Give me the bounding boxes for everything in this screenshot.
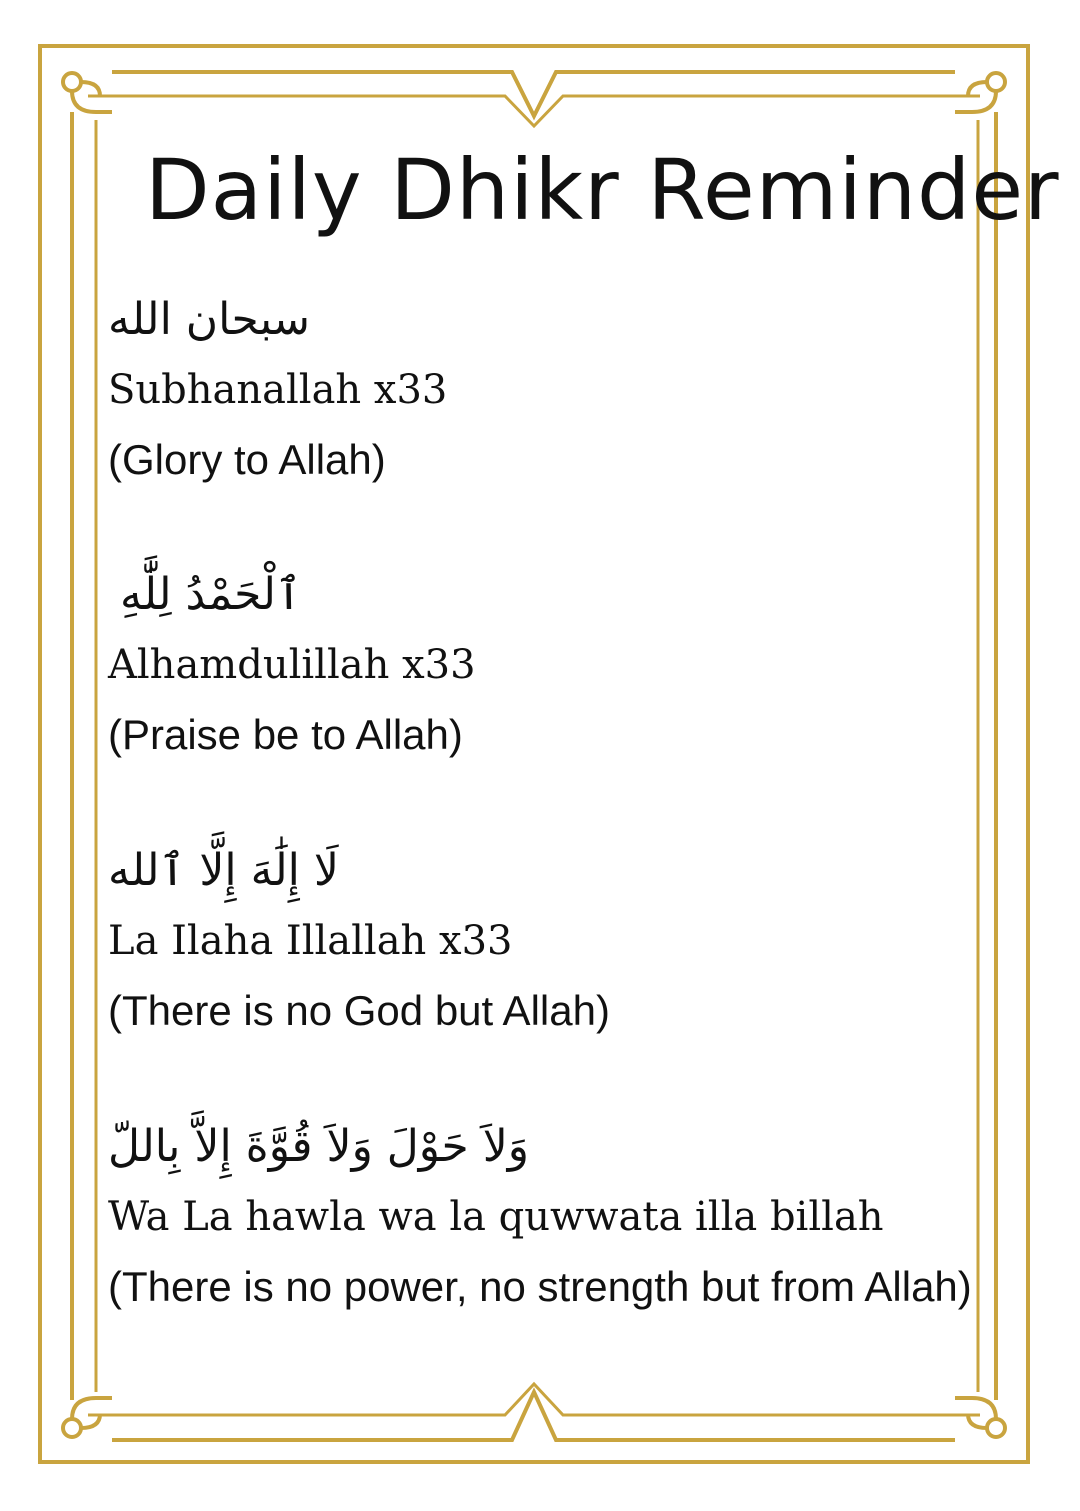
dhikr-item-la-hawla xyxy=(108,1112,978,1322)
corner-top-right xyxy=(955,73,1005,112)
top-inner-line xyxy=(88,96,980,126)
transliteration: Alhamdulillah x33 xyxy=(108,642,476,688)
page-title: Daily Dhikr Reminder xyxy=(145,141,1060,239)
transliteration: Wa La hawla wa la quwwata illa billah xyxy=(108,1194,884,1240)
corner-bottom-left xyxy=(63,1398,112,1437)
meaning: (Praise be to Allah) xyxy=(108,711,463,758)
meaning: (There is no power, no strength but from Allah) xyxy=(108,1263,972,1310)
corner-bottom-right xyxy=(955,1398,1005,1437)
arabic-text: لَا إِلَٰهَ إِلَّا ٱلله xyxy=(108,845,339,896)
corner-top-left xyxy=(63,73,112,112)
arabic-text: وَلاَ حَوْلَ وَلاَ قُوَّةَ إِلاَّ بِاللّ xyxy=(108,1121,530,1172)
transliteration: La Ilaha Illallah x33 xyxy=(108,918,513,964)
arabic-text: ٱلْحَمْدُ لِلَّٰهِ xyxy=(120,569,302,620)
arabic-text: سبحان الله xyxy=(108,294,311,345)
dhikr-item-subhanallah xyxy=(108,285,978,495)
dhikr-item-alhamdulillah xyxy=(108,560,978,770)
meaning: (Glory to Allah) xyxy=(108,436,386,483)
transliteration: Subhanallah x33 xyxy=(108,367,448,413)
meaning: (There is no God but Allah) xyxy=(108,987,610,1034)
dhikr-item-la-ilaha-illallah xyxy=(108,836,978,1046)
top-ornament-line xyxy=(112,72,955,116)
